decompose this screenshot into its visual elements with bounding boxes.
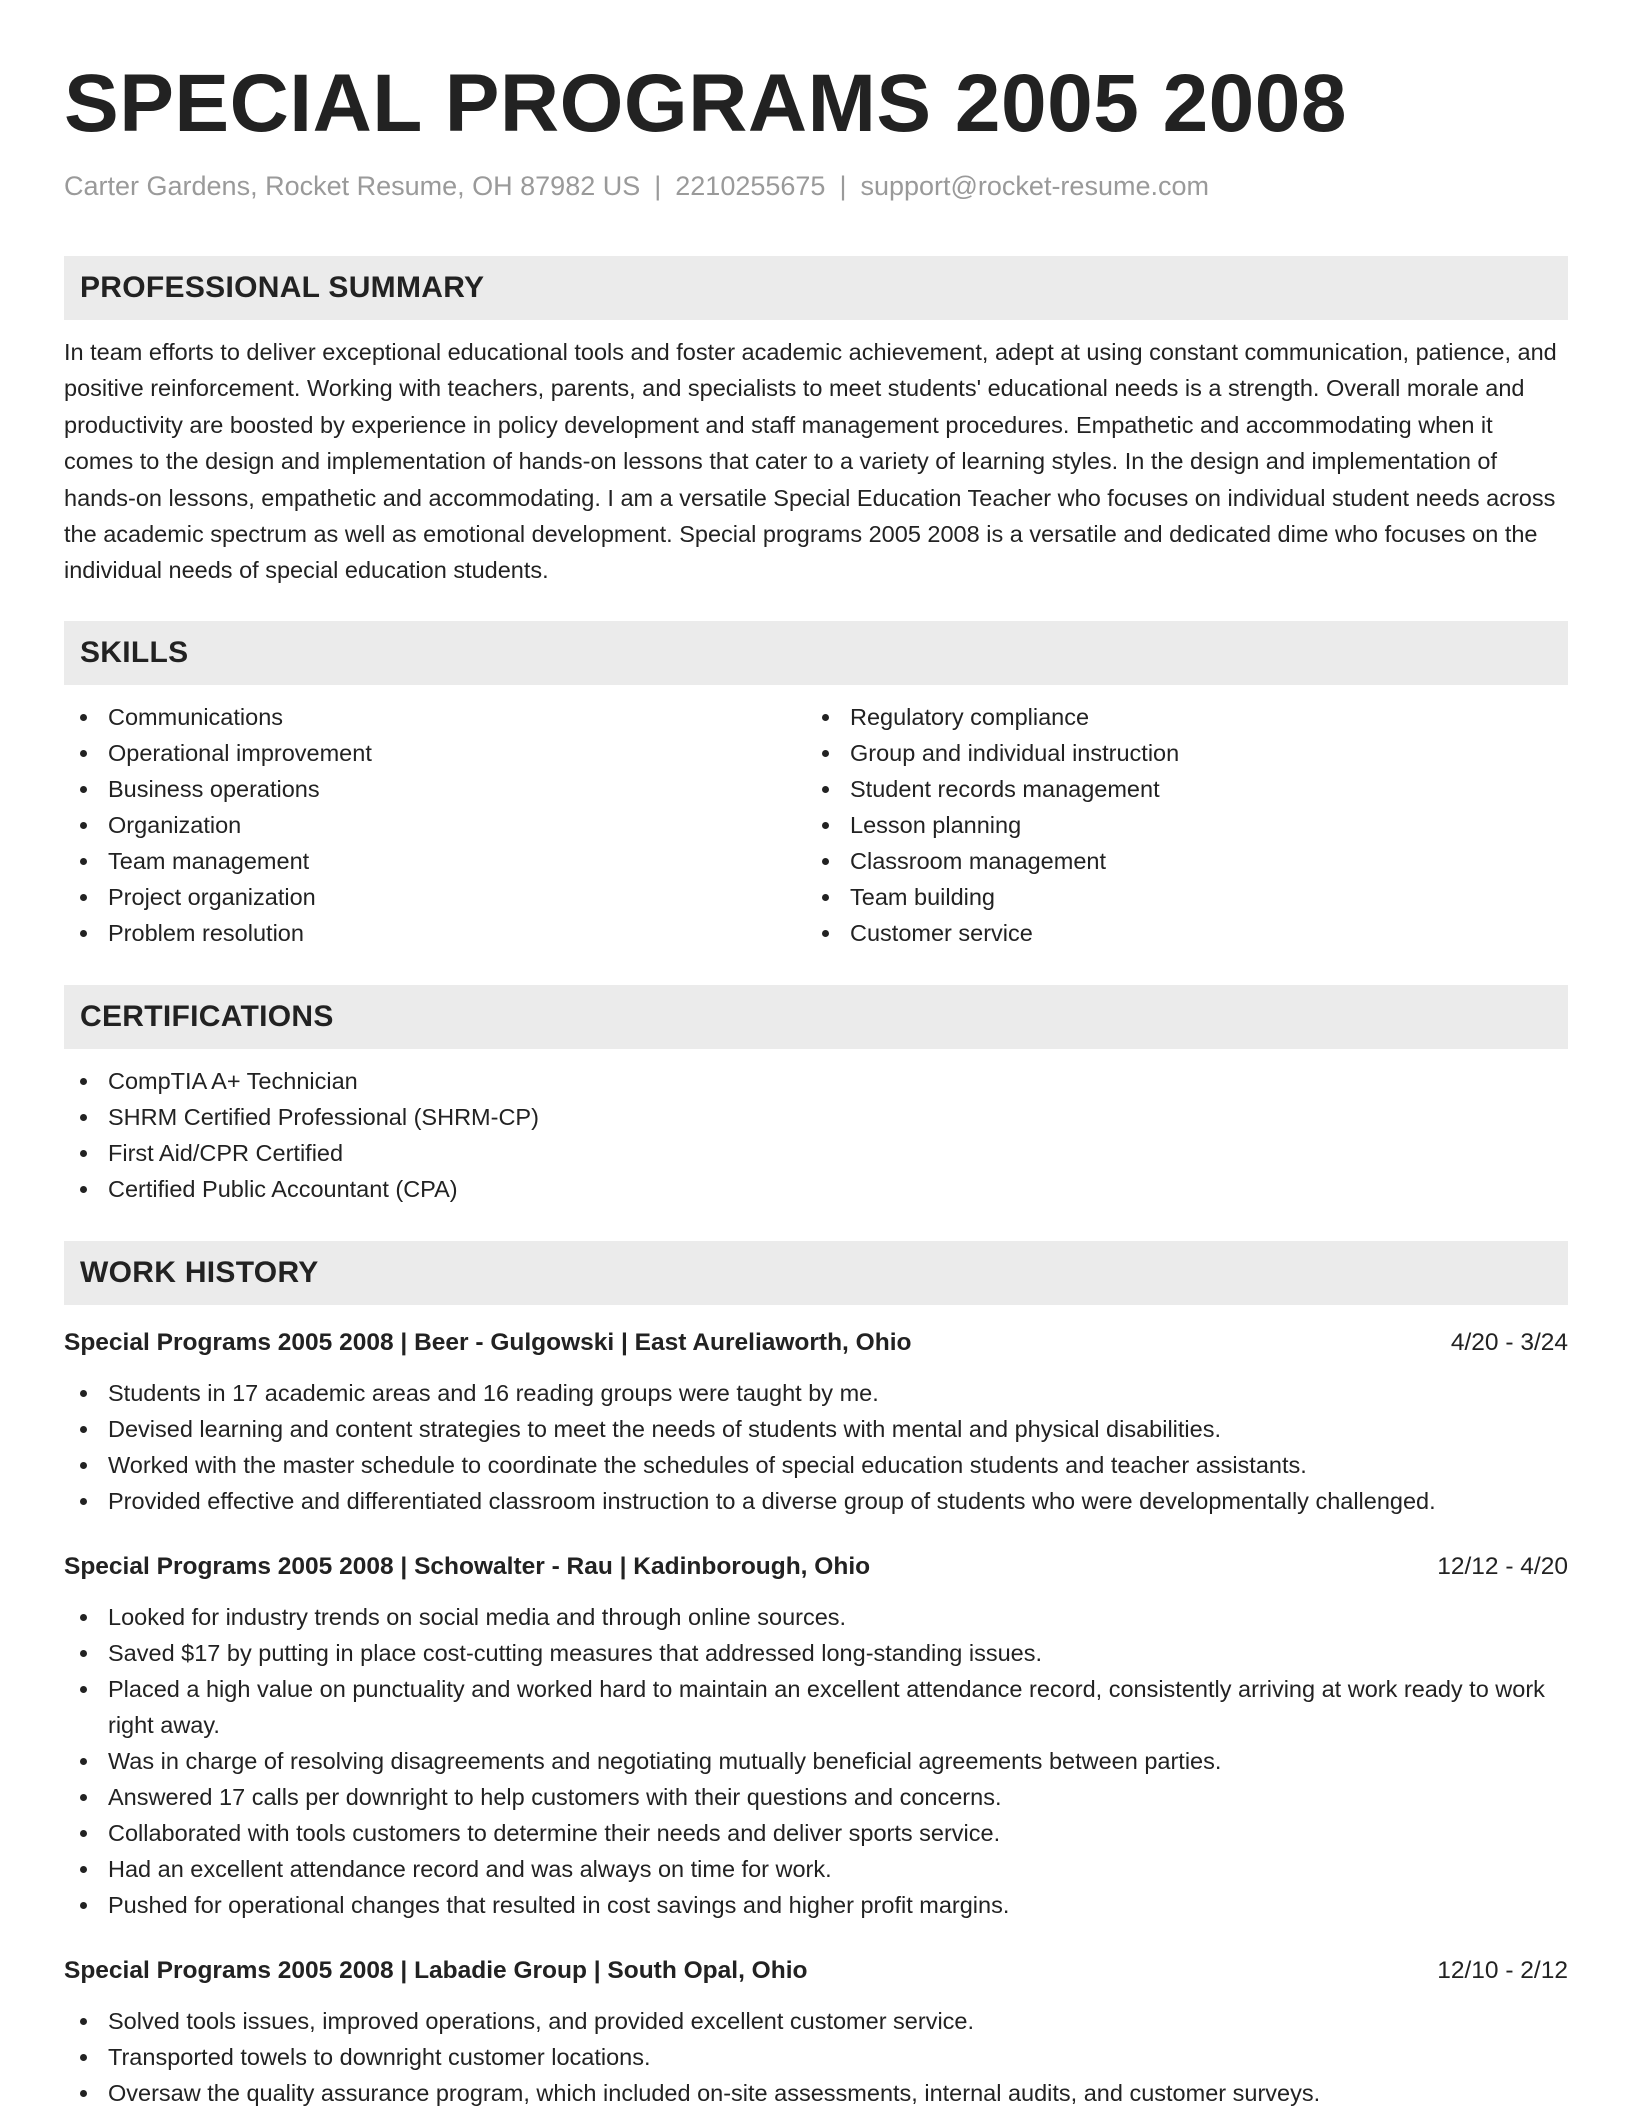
skill-item: Operational improvement: [64, 735, 806, 771]
skill-item: Customer service: [806, 915, 1548, 951]
skills-columns: [64, 699, 1568, 951]
job-bullet: Placed a high value on punctuality and worked hard to maintain an excellent attendance record, consistently arriving at work ready to work right away.: [64, 1671, 1568, 1743]
skill-item: Lesson planning: [806, 807, 1548, 843]
candidate-name: SPECIAL PROGRAMS 2005 2008: [64, 58, 1347, 149]
job-bullet: Transported towels to downright customer locations.: [64, 2039, 1568, 2075]
job-bullets: [64, 2003, 1568, 2111]
summary-paragraph: In team efforts to deliver exceptional educational tools and foster academic achievement, adept at using constant communication, patience, and positive reinforcement. Working with teachers, parents, and specialists to meet students' educational needs is a strength. Overall morale and productivity are boosted by experience in policy development and staff management procedures. Empathetic and accommodating when it comes to the design and implementation of hands-on lessons that cater to a variety of learning styles. In the design and implementation of hands-on lessons, empathetic and accommodating. I am a versatile Special Education Teacher who focuses on individual student needs across the academic spectrum as well as emotional development. Special programs 2005 2008 is a versatile and dedicated dime who focuses on the individual needs of special education students.: [64, 339, 1557, 584]
job-entry: [64, 1953, 1568, 2111]
section-heading-summary: PROFESSIONAL SUMMARY: [64, 256, 1568, 320]
certification-item: Certified Public Accountant (CPA): [64, 1171, 1568, 1207]
certification-item: First Aid/CPR Certified: [64, 1135, 1568, 1171]
job-bullet: Oversaw the quality assurance program, which included on-site assessments, internal audits, and customer surveys.: [64, 2075, 1568, 2111]
job-bullet: Pushed for operational changes that resulted in cost savings and higher profit margins.: [64, 1887, 1568, 1923]
job-header: [64, 1325, 1568, 1361]
job-bullet: Provided effective and differentiated classroom instruction to a diverse group of students who were developmentally challenged.: [64, 1483, 1568, 1519]
job-bullet: Worked with the master schedule to coordinate the schedules of special education students and teacher assistants.: [64, 1447, 1568, 1483]
resume-page: [64, 0, 1568, 2111]
skill-item: Regulatory compliance: [806, 699, 1548, 735]
section-heading-skills: SKILLS: [64, 621, 1568, 685]
job-dates: 12/10 - 2/12: [1437, 1956, 1568, 1984]
skill-item: Organization: [64, 807, 806, 843]
contact-separator: |: [839, 171, 847, 201]
job-bullet: Looked for industry trends on social media and through online sources.: [64, 1599, 1568, 1635]
job-header: [64, 1549, 1568, 1585]
certifications-list: [64, 1063, 1568, 1207]
certification-item: CompTIA A+ Technician: [64, 1063, 1568, 1099]
job-entry: [64, 1325, 1568, 1519]
contact-line: [64, 168, 1568, 204]
job-bullet: Students in 17 academic areas and 16 reading groups were taught by me.: [64, 1375, 1568, 1411]
job-title: Special Programs 2005 2008 | Labadie Group | South Opal, Ohio: [64, 1956, 808, 1984]
job-title: Special Programs 2005 2008 | Schowalter - Rau | Kadinborough, Ohio: [64, 1552, 871, 1580]
section-heading-work-history: WORK HISTORY: [64, 1241, 1568, 1305]
job-header: [64, 1953, 1568, 1989]
skill-item: Problem resolution: [64, 915, 806, 951]
job-bullet: Collaborated with tools customers to determine their needs and deliver sports service.: [64, 1815, 1568, 1851]
job-bullets: [64, 1375, 1568, 1519]
job-bullets: [64, 1599, 1568, 1923]
job-title: Special Programs 2005 2008 | Beer - Gulgowski | East Aureliaworth, Ohio: [64, 1328, 912, 1356]
skill-item: Team management: [64, 843, 806, 879]
skills-list-left: [64, 699, 806, 951]
job-dates: 4/20 - 3/24: [1450, 1328, 1568, 1356]
job-bullet: Had an excellent attendance record and was always on time for work.: [64, 1851, 1568, 1887]
job-bullet: Solved tools issues, improved operations, and provided excellent customer service.: [64, 2003, 1568, 2039]
job-bullet: Was in charge of resolving disagreements and negotiating mutually beneficial agreements between parties.: [64, 1743, 1568, 1779]
contact-phone: 2210255675: [675, 171, 826, 201]
skill-item: Classroom management: [806, 843, 1548, 879]
contact-address: Carter Gardens, Rocket Resume, OH 87982 US: [64, 171, 641, 201]
job-dates: 12/12 - 4/20: [1437, 1552, 1568, 1580]
skill-item: Student records management: [806, 771, 1548, 807]
skill-item: Project organization: [64, 879, 806, 915]
skill-item: Group and individual instruction: [806, 735, 1548, 771]
contact-separator: |: [654, 171, 662, 201]
skills-list-right: [806, 699, 1548, 951]
skill-item: Business operations: [64, 771, 806, 807]
job-bullet: Answered 17 calls per downright to help customers with their questions and concerns.: [64, 1779, 1568, 1815]
skill-item: Communications: [64, 699, 806, 735]
job-bullet: Devised learning and content strategies to meet the needs of students with mental and physical disabilities.: [64, 1411, 1568, 1447]
section-heading-certifications: CERTIFICATIONS: [64, 985, 1568, 1049]
job-bullet: Saved $17 by putting in place cost-cutting measures that addressed long-standing issues.: [64, 1635, 1568, 1671]
job-entry: [64, 1549, 1568, 1923]
contact-email: support@rocket-resume.com: [860, 171, 1209, 201]
skill-item: Team building: [806, 879, 1548, 915]
certification-item: SHRM Certified Professional (SHRM-CP): [64, 1099, 1568, 1135]
